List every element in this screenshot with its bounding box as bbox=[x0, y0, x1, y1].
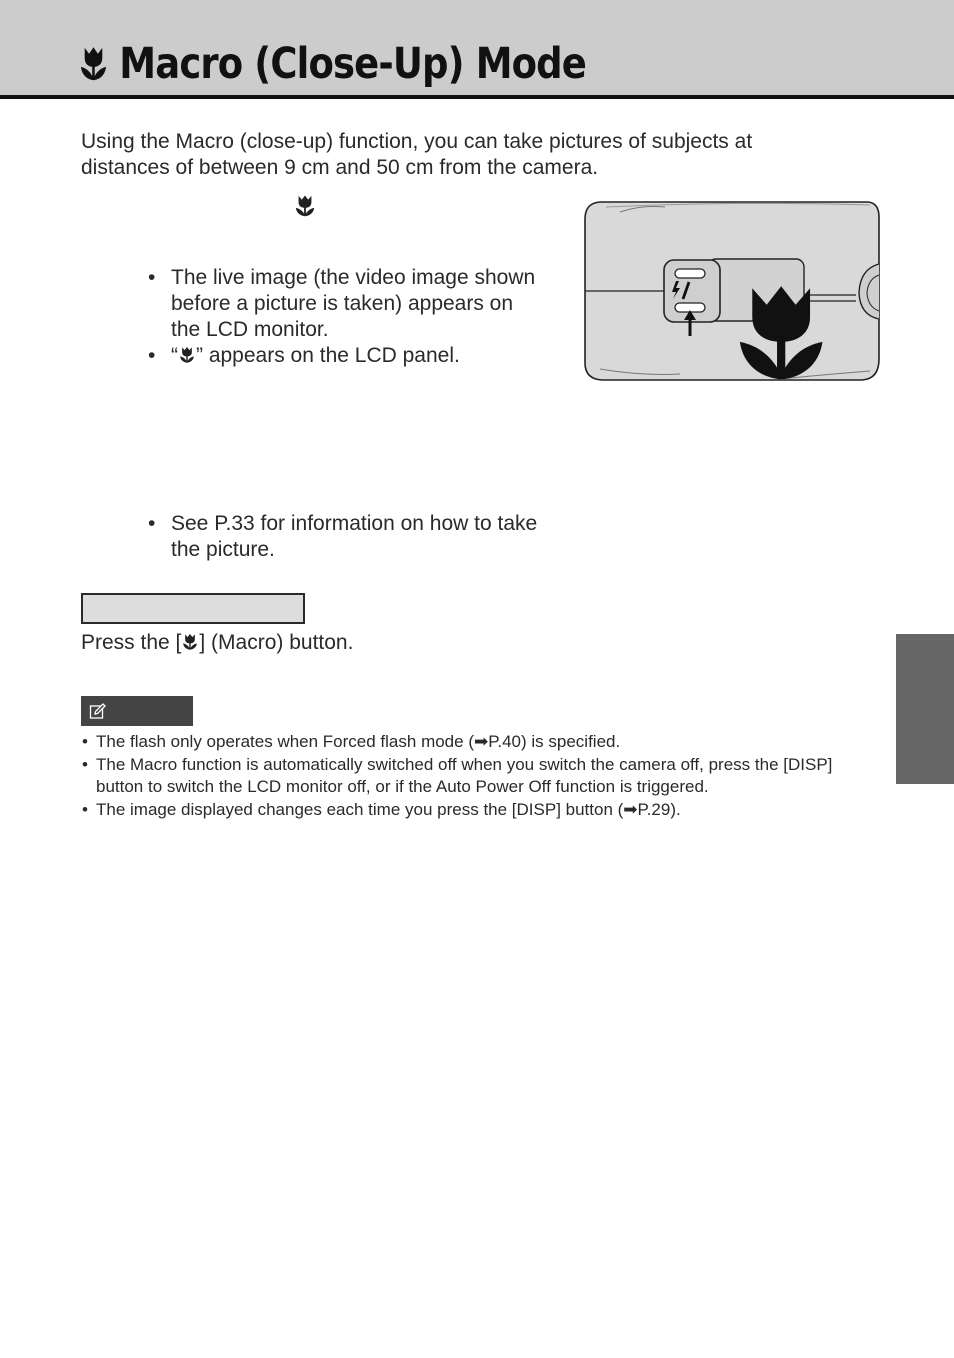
quote-open: “ bbox=[171, 344, 178, 367]
step1-bullet-1: • The live image (the video image shown before a picture is taken) appears on the LCD monitor. bbox=[148, 265, 548, 343]
step2-bullet-1: • See P.33 for information on how to take the picture. bbox=[148, 511, 548, 563]
cancel-prefix: Press the [ bbox=[81, 631, 182, 654]
macro-tulip-icon bbox=[78, 45, 109, 83]
page-ref-link[interactable]: ➡P.29 bbox=[623, 799, 671, 819]
macro-icon bbox=[181, 633, 199, 651]
page-title bbox=[78, 34, 586, 94]
page-title-text: Macro (Close-Up) Mode bbox=[119, 39, 587, 89]
camera-top-illustration bbox=[580, 199, 884, 384]
bullet-text: ” appears on the LCD panel. bbox=[196, 344, 460, 367]
chapter-side-tab bbox=[896, 634, 954, 784]
note-text: ) is specified. bbox=[521, 732, 621, 751]
note-text: The flash only operates when Forced flash mode ( bbox=[96, 732, 474, 751]
cancel-heading-box bbox=[81, 593, 305, 624]
macro-icon bbox=[294, 194, 316, 218]
page-ref-link[interactable]: ➡P.40 bbox=[473, 732, 522, 751]
cancel-instruction bbox=[81, 630, 353, 656]
notes-list bbox=[81, 731, 871, 821]
note-item bbox=[81, 799, 871, 822]
note-text: ). bbox=[670, 799, 681, 819]
note-item bbox=[81, 754, 871, 799]
step1-bullets bbox=[148, 265, 548, 369]
header-rule bbox=[0, 95, 954, 99]
pencil-note-icon bbox=[89, 702, 107, 720]
note-text: The Macro function is automatically switched off when you switch the camera off, press the [DISP] button to switch the LCD monitor off, or if the Auto Power Off function is triggered. bbox=[96, 754, 833, 796]
macro-icon bbox=[178, 346, 196, 364]
note-badge bbox=[81, 696, 193, 726]
intro-paragraph: Using the Macro (close-up) function, you can take pictures of subjects at distances of between 9 cm and 50 cm from the camera. bbox=[81, 130, 753, 179]
note-item bbox=[81, 731, 871, 754]
cancel-suffix: ] (Macro) button. bbox=[199, 631, 354, 654]
step1-bullet-2 bbox=[148, 343, 548, 369]
step2-bullets bbox=[148, 511, 548, 563]
note-text: The image displayed changes each time you press the [DISP] button ( bbox=[96, 799, 624, 819]
